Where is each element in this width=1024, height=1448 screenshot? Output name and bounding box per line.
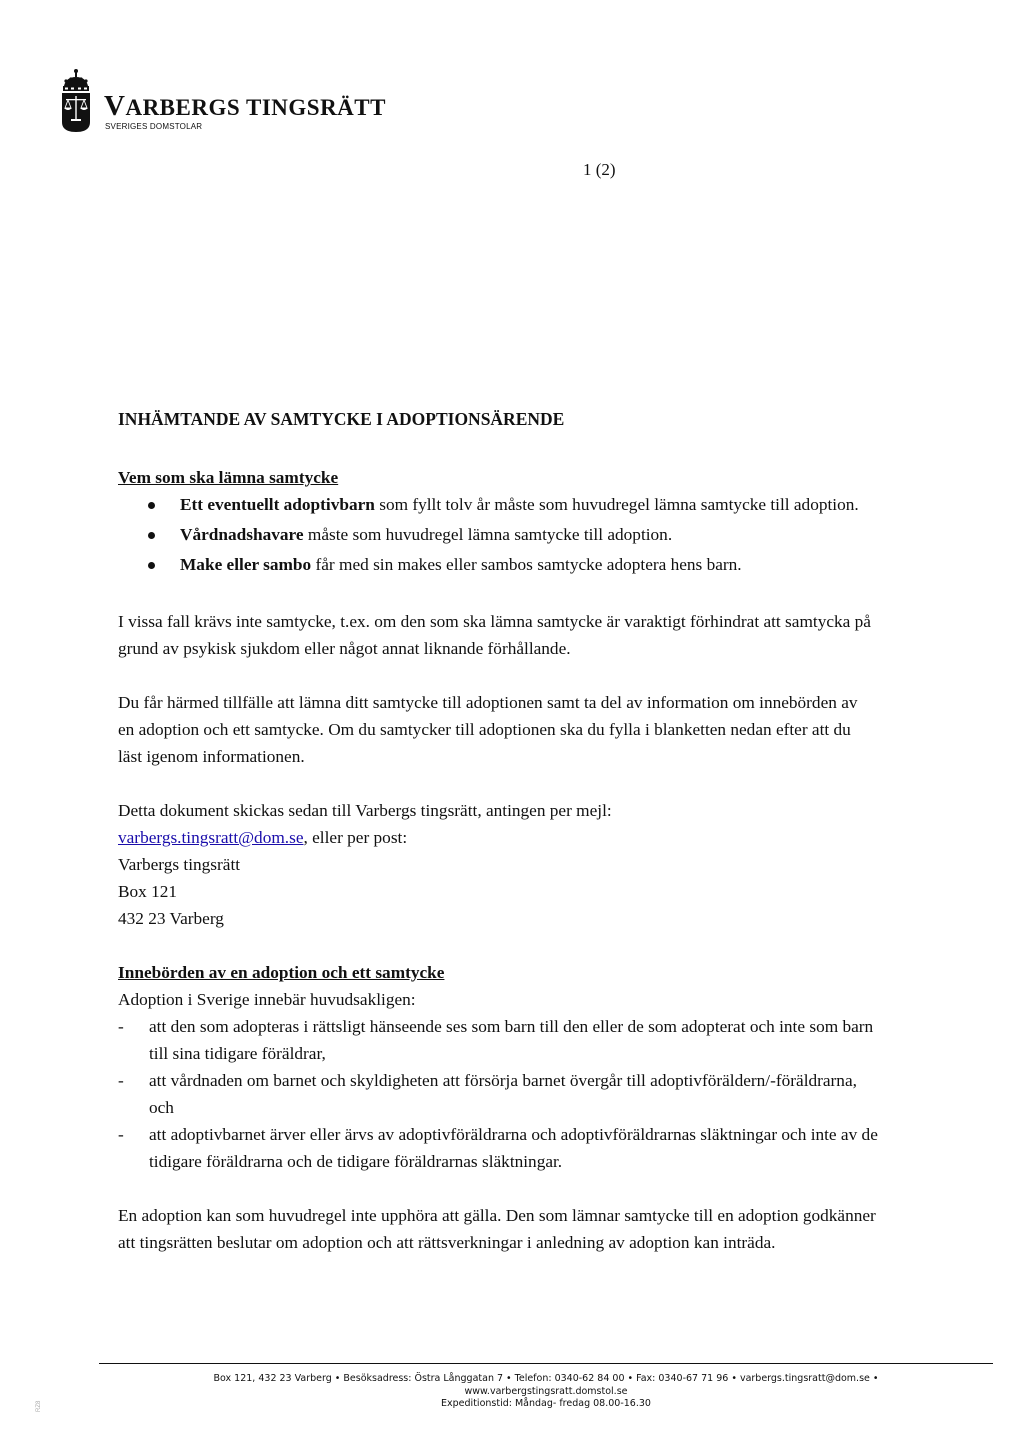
crown-scales-emblem-icon: [60, 68, 98, 134]
dash-icon: -: [118, 1017, 124, 1036]
list-item-text: att den som adopteras i rättsligt hänseende ses som barn till den eller de som adopterat och inte som barn till sina tidigare föräldrar,: [149, 1017, 874, 1063]
footer: [99, 1373, 993, 1411]
list-item-bold: Vårdnadshavare: [180, 525, 304, 544]
paragraph-submission: [118, 797, 878, 851]
logo-subtitle: SVERIGES DOMSTOLAR: [105, 122, 203, 131]
list-item: [118, 551, 878, 578]
footer-divider: [99, 1363, 993, 1364]
court-name: VARBERGS TINGSRÄTT: [104, 90, 386, 122]
list-item-text: får med sin makes eller sambos samtycke adoptera hens barn.: [311, 555, 742, 574]
dash-icon: -: [118, 1071, 124, 1090]
footer-hours: Expeditionstid: Måndag- fredag 08.00-16.30: [441, 1398, 651, 1409]
section-heading-consent: Vem som ska lämna samtycke: [118, 468, 339, 487]
document-title: INHÄMTANDE AV SAMTYCKE I ADOPTIONSÄRENDE: [118, 409, 565, 429]
list-item-text: att adoptivbarnet ärver eller ärvs av adoptivföräldrarna och adoptivföräldrarnas släktningar och inte av de tidigare föräldrarna och de tidigare föräldrarnas släktningar.: [149, 1125, 878, 1171]
list-item: [118, 1121, 878, 1175]
list-item: [118, 521, 878, 548]
bullet-icon: [148, 532, 155, 539]
form-code: RZ8: [36, 1400, 42, 1412]
meaning-list: [118, 1013, 878, 1175]
bullet-icon: [148, 562, 155, 569]
paragraph-opportunity: Du får härmed tillfälle att lämna ditt samtycke till adoptionen samt ta del av information om innebörden av en adoption och ett samtycke. Om du samtycker till adoptionen ska du fylla i blanketten nedan efter att du läst igenom informationen.: [118, 693, 858, 766]
list-item-text: som fyllt tolv år måste som huvudregel lämna samtycke till adoption.: [374, 495, 859, 514]
bullet-icon: [148, 502, 155, 509]
paragraph-exceptions: I vissa fall krävs inte samtycke, t.ex. om den som ska lämna samtycke är varaktigt förhindrat att samtycka på grund av psykisk sjukdom eller något annat liknande förhållande.: [118, 612, 871, 658]
address-line: Varbergs tingsrätt: [118, 855, 241, 874]
court-logo: [60, 68, 386, 138]
list-item-bold: Make eller sambo: [180, 555, 312, 574]
submission-intro: Detta dokument skickas sedan till Varbergs tingsrätt, antingen per mejl:: [118, 801, 612, 820]
section-heading-meaning: Innebörden av en adoption och ett samtycke: [118, 963, 445, 982]
address-line: 432 23 Varberg: [118, 909, 224, 928]
list-item-text: måste som huvudregel lämna samtycke till adoption.: [303, 525, 673, 544]
section-intro: Adoption i Sverige innebär huvudsakligen:: [118, 990, 416, 1009]
list-item: [118, 1013, 878, 1067]
address-line: Box 121: [118, 882, 178, 901]
footer-website: www.varbergstingsratt.domstol.se: [464, 1385, 628, 1397]
footer-contact: Box 121, 432 23 Varberg • Besöksadress: Östra Långgatan 7 • Telefon: 0340-62 84 00 • Fax: 0340-67 71 96 • varbergs.tingsratt@dom.se •: [213, 1373, 879, 1384]
list-item-text: att vårdnaden om barnet och skyldigheten att försörja barnet övergår till adoptivföräldern/-föräldrarna, och: [149, 1071, 857, 1117]
dash-icon: -: [118, 1125, 124, 1144]
list-item: [118, 1067, 878, 1121]
list-item: [118, 491, 878, 518]
paragraph-irrevocable: En adoption kan som huvudregel inte upphöra att gälla. Den som lämnar samtycke till en adoption godkänner att tingsrätten beslutar om adoption och att rättsverkningar i anledning av adoption kan inträda.: [118, 1206, 876, 1252]
submission-post: , eller per post:: [303, 828, 408, 847]
document-body: [118, 406, 878, 1256]
email-link[interactable]: varbergs.tingsratt@dom.se: [118, 828, 304, 847]
consent-list: [118, 491, 878, 578]
list-item-bold: Ett eventuellt adoptivbarn: [180, 495, 375, 514]
page-number: 1 (2): [583, 160, 616, 179]
